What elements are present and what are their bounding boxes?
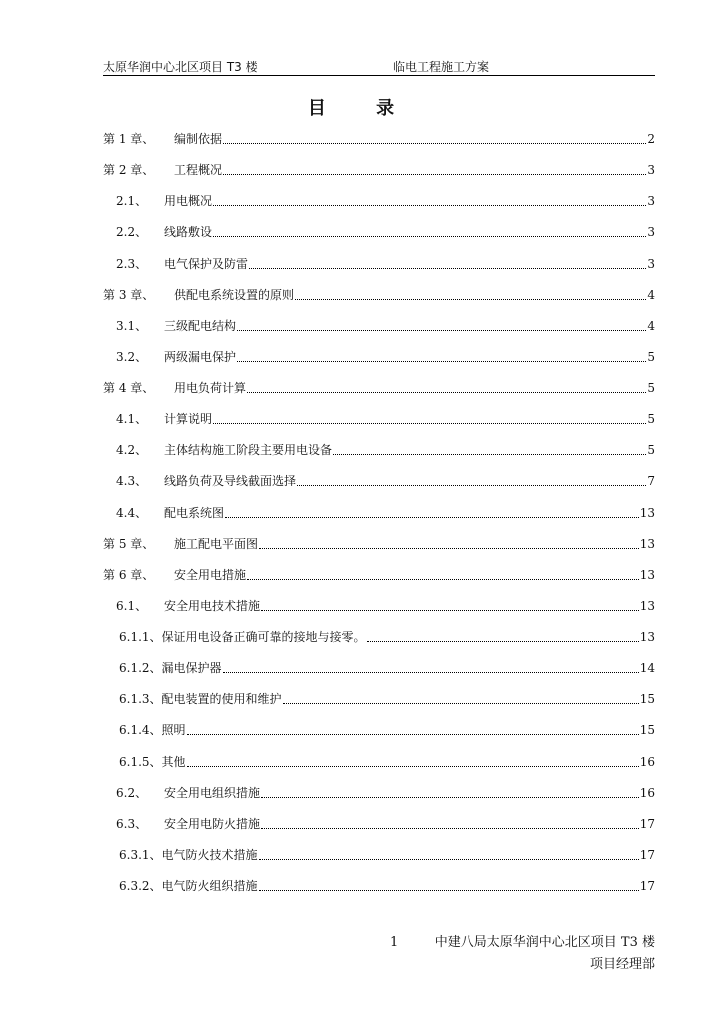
toc-dot-leader bbox=[247, 564, 639, 580]
toc-entry-page: 16 bbox=[639, 754, 655, 769]
toc-entry[interactable] bbox=[103, 470, 655, 501]
toc-entry-page: 13 bbox=[639, 505, 655, 520]
toc-entry-page: 13 bbox=[639, 598, 655, 613]
toc-entry-number: 第 2 章、 bbox=[103, 163, 155, 178]
toc-entry[interactable] bbox=[103, 626, 655, 657]
toc-entry-page: 5 bbox=[647, 412, 655, 427]
toc-entry-number: 第 1 章、 bbox=[103, 132, 155, 146]
toc-dot-leader bbox=[333, 439, 646, 455]
toc-entry-page: 13 bbox=[639, 630, 655, 644]
toc-entry-number: 4.1、 bbox=[116, 412, 148, 427]
toc-dot-leader bbox=[223, 657, 639, 673]
toc-entry-title: 照明 bbox=[161, 723, 186, 738]
toc-entry-title: 用电负荷计算 bbox=[174, 381, 247, 395]
toc-entry-number: 4.4、 bbox=[116, 505, 148, 520]
toc-dot-leader bbox=[213, 221, 646, 237]
toc-entry-title: 配电系统图 bbox=[164, 505, 225, 520]
toc-dot-leader bbox=[213, 408, 646, 424]
toc-entry-page: 17 bbox=[639, 879, 655, 893]
toc-entry[interactable] bbox=[103, 253, 655, 284]
toc-entry[interactable] bbox=[103, 595, 655, 626]
header-document-title: 临电工程施工方案 bbox=[393, 60, 490, 74]
toc-entry-page: 17 bbox=[639, 847, 655, 862]
toc-entry-number: 6.3、 bbox=[116, 816, 148, 831]
toc-entry[interactable] bbox=[103, 190, 655, 221]
toc-entry-page: 7 bbox=[647, 474, 655, 489]
toc-entry-title: 供配电系统设置的原则 bbox=[174, 287, 295, 302]
toc-entry[interactable] bbox=[103, 813, 655, 844]
toc-dot-leader bbox=[283, 688, 639, 704]
toc-entry[interactable] bbox=[103, 751, 655, 782]
toc-entry-number: 2.1、 bbox=[116, 194, 148, 209]
toc-dot-leader bbox=[259, 533, 639, 549]
toc-entry-page: 13 bbox=[639, 536, 655, 551]
toc-entry[interactable] bbox=[103, 377, 655, 408]
toc-entry-title: 安全用电技术措施 bbox=[164, 598, 261, 613]
toc-entry[interactable] bbox=[103, 564, 655, 595]
toc-dot-leader bbox=[367, 626, 639, 642]
toc-title: 目 录 bbox=[307, 98, 417, 119]
toc-entry[interactable] bbox=[103, 439, 655, 470]
toc-entry-page: 5 bbox=[647, 349, 655, 364]
toc-entry-number: 6.3.2、 bbox=[119, 879, 162, 893]
toc-entry-title: 编制依据 bbox=[174, 132, 223, 146]
toc-entry-title: 电气防火组织措施 bbox=[161, 879, 258, 893]
toc-entry[interactable] bbox=[103, 657, 655, 688]
toc-entry[interactable] bbox=[103, 688, 655, 719]
toc-entry-number: 6.1、 bbox=[116, 598, 148, 613]
toc-entry-title: 线路负荷及导线截面选择 bbox=[164, 474, 297, 489]
toc-entry-page: 14 bbox=[639, 661, 655, 676]
toc-dot-leader bbox=[187, 751, 639, 767]
toc-dot-leader bbox=[223, 159, 646, 175]
page-header bbox=[103, 58, 655, 76]
toc-entry-title: 保证用电设备正确可靠的接地与接零。 bbox=[161, 630, 366, 644]
page-footer bbox=[390, 932, 655, 976]
toc-entry[interactable] bbox=[103, 533, 655, 564]
toc-entry-number: 6.1.3、 bbox=[119, 692, 162, 707]
toc-entry-title: 漏电保护器 bbox=[161, 661, 222, 676]
toc-entry-page: 16 bbox=[639, 785, 655, 800]
toc-dot-leader bbox=[247, 377, 646, 393]
toc-entry-title: 安全用电组织措施 bbox=[164, 785, 261, 800]
footer-page-number: 1 bbox=[390, 935, 399, 950]
toc-dot-leader bbox=[261, 813, 639, 829]
toc-entry-title: 用电概况 bbox=[164, 194, 213, 209]
toc-entry[interactable] bbox=[103, 346, 655, 377]
toc-entry-number: 3.2、 bbox=[116, 349, 148, 364]
toc-entry-title: 电气保护及防雷 bbox=[164, 256, 249, 271]
toc-entry[interactable] bbox=[103, 221, 655, 252]
toc-entry-title: 安全用电措施 bbox=[174, 567, 247, 582]
toc-entry-page: 4 bbox=[647, 318, 655, 333]
toc-entry-page: 3 bbox=[647, 225, 655, 240]
toc-entry-page: 15 bbox=[639, 692, 655, 707]
toc-entry[interactable] bbox=[103, 844, 655, 875]
toc-entry[interactable] bbox=[103, 502, 655, 533]
toc-dot-leader bbox=[259, 844, 639, 860]
toc-entry-page: 13 bbox=[639, 567, 655, 582]
toc-entry[interactable] bbox=[103, 159, 655, 190]
toc-entry-title: 安全用电防火措施 bbox=[164, 816, 261, 831]
toc-entry-number: 6.1.5、 bbox=[119, 754, 162, 769]
toc-entry-number: 6.1.4、 bbox=[119, 723, 162, 738]
toc-dot-leader bbox=[297, 470, 646, 486]
toc-entry-number: 2.3、 bbox=[116, 256, 148, 271]
toc-entry-page: 5 bbox=[647, 381, 655, 395]
toc-entry-number: 6.3.1、 bbox=[119, 847, 162, 862]
toc-dot-leader bbox=[237, 346, 646, 362]
toc-entry[interactable] bbox=[103, 782, 655, 813]
toc-entry-number: 3.1、 bbox=[116, 318, 148, 333]
toc-entry-page: 4 bbox=[647, 287, 655, 302]
toc-entry[interactable] bbox=[103, 408, 655, 439]
toc-dot-leader bbox=[237, 315, 646, 331]
toc-entry-page: 2 bbox=[647, 132, 655, 146]
toc-entry-page: 5 bbox=[647, 443, 655, 458]
toc-entry-title: 线路敷设 bbox=[164, 225, 213, 240]
toc-entry-number: 6.2、 bbox=[116, 785, 148, 800]
toc-dot-leader bbox=[261, 595, 639, 611]
toc-entry-number: 4.2、 bbox=[116, 443, 148, 458]
toc-entry-page: 17 bbox=[639, 816, 655, 831]
toc-entry[interactable] bbox=[103, 315, 655, 346]
toc-dot-leader bbox=[261, 782, 639, 798]
toc-entry-number: 2.2、 bbox=[116, 225, 148, 240]
toc-entry-number: 第 4 章、 bbox=[103, 381, 155, 395]
footer-company: 中建八局太原华润中心北区项目 T3 楼 bbox=[434, 935, 655, 950]
table-of-contents bbox=[103, 128, 655, 906]
toc-entry-page: 15 bbox=[639, 723, 655, 738]
toc-entry-title: 电气防火技术措施 bbox=[161, 847, 258, 862]
toc-entry-number: 第 3 章、 bbox=[103, 287, 155, 302]
toc-dot-leader bbox=[213, 190, 646, 206]
toc-entry-title: 施工配电平面图 bbox=[174, 536, 259, 551]
toc-entry-number: 6.1.1、 bbox=[119, 630, 162, 644]
header-project-name: 太原华润中心北区项目 T3 楼 bbox=[103, 60, 258, 74]
toc-entry-number: 第 5 章、 bbox=[103, 536, 155, 551]
toc-entry-title: 三级配电结构 bbox=[164, 318, 237, 333]
toc-dot-leader bbox=[225, 502, 639, 518]
toc-entry-title: 两级漏电保护 bbox=[164, 349, 237, 364]
toc-entry-title: 计算说明 bbox=[164, 412, 213, 427]
toc-dot-leader bbox=[295, 284, 646, 300]
toc-entry-page: 3 bbox=[647, 163, 655, 178]
toc-entry-title: 工程概况 bbox=[174, 163, 223, 178]
toc-dot-leader bbox=[187, 719, 639, 735]
toc-entry-page: 3 bbox=[647, 194, 655, 209]
toc-dot-leader bbox=[223, 128, 646, 144]
toc-entry-number: 6.1.2、 bbox=[119, 661, 162, 676]
toc-entry-number: 第 6 章、 bbox=[103, 567, 155, 582]
toc-dot-leader bbox=[259, 875, 639, 891]
toc-dot-leader bbox=[249, 253, 646, 269]
header-divider bbox=[103, 75, 655, 76]
toc-entry-title: 其他 bbox=[161, 754, 186, 769]
toc-entry-title: 主体结构施工阶段主要用电设备 bbox=[164, 443, 333, 458]
toc-entry-number: 4.3、 bbox=[116, 474, 148, 489]
toc-entry-title: 配电装置的使用和维护 bbox=[161, 692, 282, 707]
toc-entry[interactable] bbox=[103, 284, 655, 315]
toc-entry[interactable] bbox=[103, 719, 655, 750]
toc-entry[interactable] bbox=[103, 128, 655, 159]
toc-entry[interactable] bbox=[103, 875, 655, 906]
toc-entry-page: 3 bbox=[647, 256, 655, 271]
footer-department: 项目经理部 bbox=[589, 957, 655, 972]
